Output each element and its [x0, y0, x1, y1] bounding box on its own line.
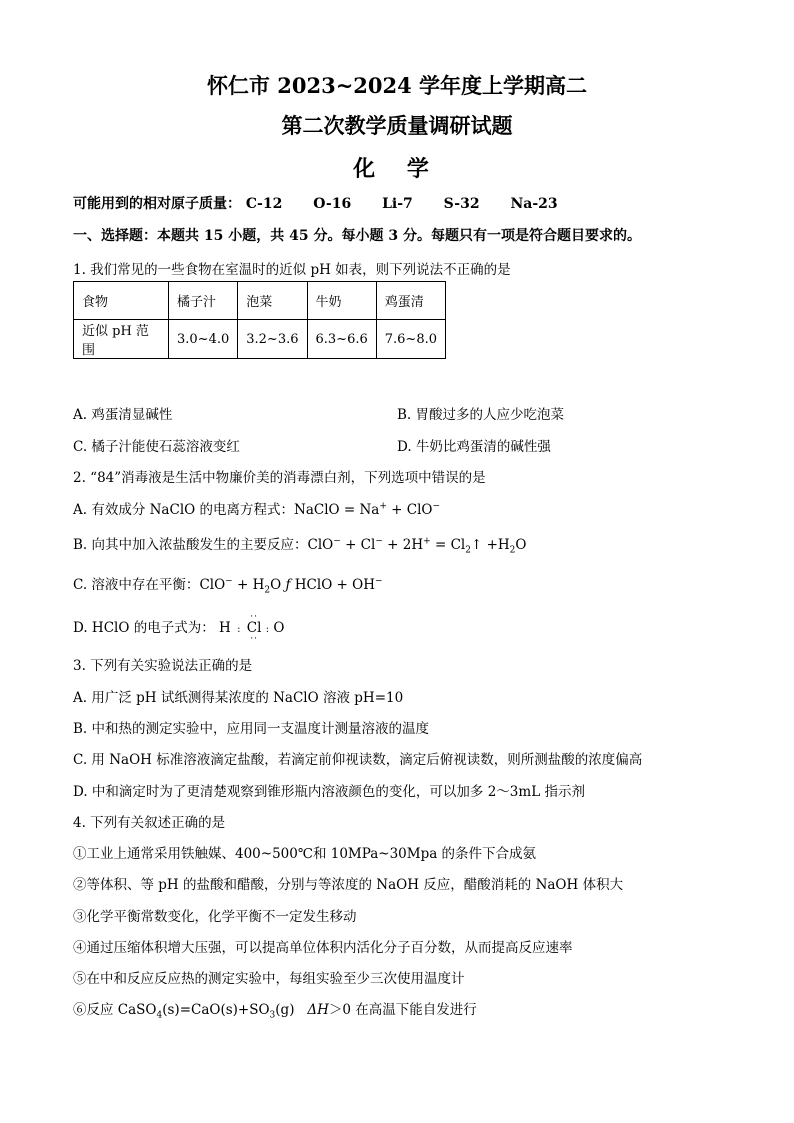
q4-s6-delta-h: ΔH — [307, 1002, 329, 1018]
q2-c-eq-equilibrium: ƒ — [281, 577, 295, 593]
exam-subject: 化 学 — [353, 156, 441, 182]
q1-stem: 1. 我们常见的一些食物在室温时的近似 pH 如表，则下列说法不正确的是 — [73, 262, 511, 278]
q3-option-b[interactable]: B. 中和热的测定实验中，应用同一支温度计测量溶液的温度 — [73, 721, 430, 737]
q3-stem: 3. 下列有关实验说法正确的是 — [73, 658, 253, 674]
atomic-mass-c: C-12 — [245, 196, 283, 212]
table-row — [74, 282, 446, 320]
atomic-mass-o: O-16 — [313, 196, 352, 212]
table-cell: 6.3~6.6 — [307, 320, 376, 359]
electron-formula: H : ·· Cl ·· : O — [219, 612, 285, 644]
q2-b-eq-sup: − — [375, 536, 383, 547]
q3-option-a[interactable]: A. 用广泛 pH 试纸测得某浓度的 NaClO 溶液 pH=10 — [73, 690, 404, 706]
q2-a-eq-part: + ClO — [386, 502, 433, 518]
q4-s6-sub: 4 — [156, 1010, 163, 1021]
atomic-masses-label: 可能用到的相对原子质量： — [73, 196, 241, 212]
q2-b-eq-sub: 2 — [509, 545, 516, 556]
q2-b-eq-sub: 2 — [465, 545, 471, 556]
atomic-mass-na: Na-23 — [510, 196, 558, 212]
ph-table — [73, 281, 446, 359]
q2-b-eq-part: + 2H — [382, 537, 424, 553]
q2-option-c-text: C. 溶液中存在平衡： — [73, 577, 200, 593]
q2-c-eq-sup: − — [375, 576, 383, 587]
q2-a-eq-part: NaClO = Na — [294, 502, 380, 518]
q4-s6-part: (g) — [275, 1002, 308, 1018]
table-cell: 牛奶 — [307, 282, 376, 320]
q2-c-eq-sub: 2 — [264, 585, 271, 596]
q2-option-b-text: B. 向其中加入浓盐酸发生的主要反应： — [73, 537, 308, 553]
q4-s6-part: (s)=CaO(s)+SO — [162, 1002, 270, 1018]
q1-option-a[interactable]: A. 鸡蛋清显碱性 — [73, 407, 173, 423]
q2-option-c[interactable] — [73, 573, 383, 596]
q2-option-d[interactable] — [73, 612, 285, 644]
table-cell: 3.2~3.6 — [238, 320, 307, 359]
q4-statement-3: ③化学平衡常数变化，化学平衡不一定发生移动 — [73, 909, 357, 925]
table-row — [74, 320, 446, 359]
exam-title-line1: 怀仁市 2023~2024 学年度上学期高二 — [206, 73, 588, 98]
q2-b-eq-part: + Cl — [340, 537, 376, 553]
q4-statement-1: ①工业上通常采用铁触媒、400~500℃和 10MPa~30Mpa 的条件下合成氨 — [73, 846, 537, 862]
table-cell: 鸡蛋清 — [376, 282, 445, 320]
q4-statement-4: ④通过压缩体积增大压强，可以提高单位体积内活化分子百分数，从而提高反应速率 — [73, 940, 573, 956]
table-cell: 泡菜 — [238, 282, 307, 320]
q2-option-b[interactable] — [73, 533, 526, 556]
q2-c-eq-part: O — [270, 577, 282, 593]
electron-h: H — [219, 620, 231, 636]
atomic-mass-li: Li-7 — [382, 196, 413, 212]
q2-b-eq-part: ↑ +H — [470, 537, 510, 553]
q2-c-eq-sup: − — [225, 576, 233, 587]
section1-heading: 一、选择题：本题共 15 小题，共 45 分。每小题 3 分。每题只有一项是符合题目要求的。 — [73, 228, 641, 244]
q2-c-eq-part: HClO + OH — [294, 577, 376, 593]
q2-c-eq-part: + H — [232, 577, 265, 593]
q2-option-a-text: A. 有效成分 NaClO 的电离方程式： — [73, 502, 294, 518]
electron-cl: ·· Cl ·· — [246, 612, 262, 644]
q1-option-b[interactable]: B. 胃酸过多的人应少吃泡菜 — [397, 407, 565, 423]
q4-stem: 4. 下列有关叙述正确的是 — [73, 815, 226, 831]
table-cell: 3.0~4.0 — [169, 320, 238, 359]
atomic-masses — [73, 193, 584, 213]
electron-o: O — [273, 620, 285, 636]
q2-a-eq-sup: − — [432, 501, 441, 512]
table-cell: 橘子汁 — [169, 282, 238, 320]
q3-option-c[interactable]: C. 用 NaOH 标准溶液滴定盐酸，若滴定前仰视读数，滴定后俯视读数，则所测盐酸的浓度偏高 — [73, 752, 643, 768]
q2-a-eq-sup: + — [379, 501, 387, 512]
q1-option-d[interactable]: D. 牛奶比鸡蛋清的碱性强 — [397, 439, 551, 455]
q2-option-d-text: D. HClO 的电子式为： — [73, 620, 215, 636]
q2-b-eq-sup: − — [333, 536, 341, 547]
exam-title-line2: 第二次教学质量调研试题 — [281, 113, 513, 138]
electron-cl-label: Cl — [246, 620, 262, 636]
q4-s6-sub: 3 — [269, 1010, 276, 1021]
q2-c-eq-part: ClO — [199, 577, 226, 593]
q2-b-eq-part: O — [515, 537, 527, 553]
q4-statement-2: ②等体积、等 pH 的盐酸和醋酸，分别与等浓度的 NaOH 反应，醋酸消耗的 NaOH 体积大 — [73, 877, 624, 893]
q2-stem: 2. “84”消毒液是生活中物廉价美的消毒漂白剂，下列选项中错误的是 — [73, 470, 486, 486]
q2-b-eq-part: = Cl — [430, 537, 466, 553]
q4-s6-part: ⑥反应 CaSO — [73, 1002, 157, 1018]
atomic-mass-s: S-32 — [443, 196, 480, 212]
q3-option-d[interactable]: D. 中和滴定时为了更清楚观察到锥形瓶内溶液颜色的变化，可以加多 2～3mL 指示剂 — [73, 784, 585, 800]
q1-option-c[interactable]: C. 橘子汁能使石蕊溶液变红 — [73, 439, 240, 455]
q4-statement-5: ⑤在中和反应反应热的测定实验中，每组实验至少三次使用温度计 — [73, 971, 465, 987]
table-cell: 近似 pH 范围 — [74, 320, 169, 359]
q2-b-eq-part: ClO — [307, 537, 334, 553]
q4-statement-6 — [73, 998, 477, 1021]
table-cell: 7.6~8.0 — [376, 320, 445, 359]
table-cell: 食物 — [74, 282, 169, 320]
q2-b-eq-sup: + — [423, 536, 431, 547]
q2-option-a[interactable] — [73, 498, 440, 518]
q4-s6-part: ＞0 在高温下能自发进行 — [328, 1002, 477, 1018]
